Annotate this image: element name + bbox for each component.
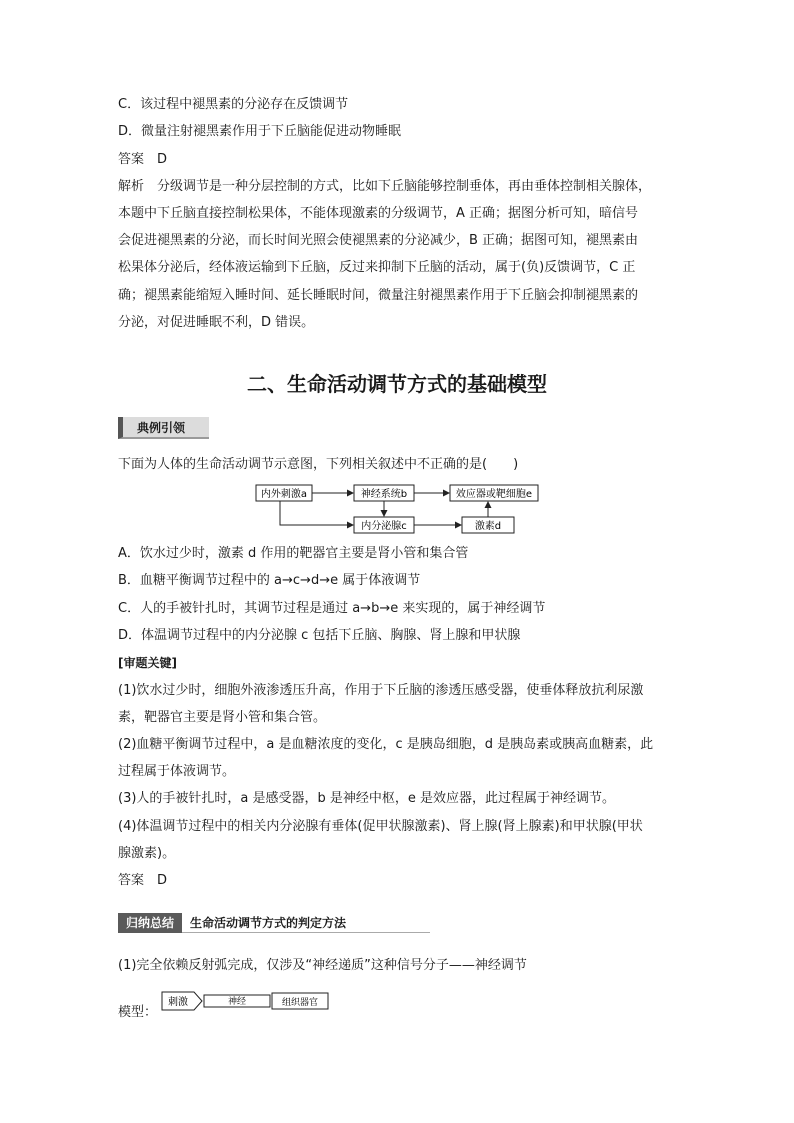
model-organ-label: 组织器官 [281,998,319,1008]
method-1: (1)完全依赖反射弧完成，仅涉及“神经递质”这种信号分子——神经调节 [118,958,527,973]
example-tag [118,417,209,439]
example-tag-label: 典例引领 [137,421,186,435]
analysis-line: 本题中下丘脑直接控制松果体，不能体现激素的分级调节，A 正确；据图分析可知，暗信号 [118,206,639,221]
model-nerve-label: 神经 [227,997,247,1007]
key-point-line: (2)血糖平衡调节过程中，a 是血糖浓度的变化，c 是胰岛细胞，d 是胰岛素或胰高血糖素，此 [118,737,654,752]
box-hormone-label: 激素d [474,521,502,532]
box-nervous-system-label: 神经系统b [360,489,408,500]
analysis-line: 分泌，对促进睡眠不利，D 错误。 [118,315,315,330]
key-point-line: 腺激素)。 [118,846,176,861]
key-point-line: (4)体温调节过程中的相关内分泌腺有垂体(促甲状腺激素)、肾上腺(肾上腺素)和甲状腺(甲状 [118,819,643,834]
box-stimulus-label: 内外刺激a [260,489,308,500]
key-point-line: (3)人的手被针扎时，a 是感受器，b 是神经中枢，e 是效应器，此过程属于神经调节。 [118,791,616,806]
key-points-title: [审题关键] [118,656,177,670]
analysis-line: 确；褪黑素能缩短入睡时间、延长睡眠时间，微量注射褪黑素作用于下丘脑会抑制褪黑素的 [118,288,639,303]
summary-tag: 归纳总结 [118,913,182,933]
model-label: 模型： [118,1005,158,1020]
summary-header [118,913,430,933]
answer-label: 答案 D [118,873,168,888]
analysis-line: 解析 分级调节是一种分层控制的方式，比如下丘脑能够控制垂体，再由垂体控制相关腺体， [118,179,652,194]
answer-label: 答案 D [118,152,168,167]
question-stem: 下面为人体的生命活动调节示意图，下列相关叙述中不正确的是( ) [118,457,519,472]
key-point-line: (1)饮水过少时，细胞外液渗透压升高，作用于下丘脑的渗透压感受器，使垂体释放抗利尿激 [118,683,644,698]
summary-rule [182,932,430,933]
option-c: C．该过程中褪黑素的分泌存在反馈调节 [118,97,349,112]
box-endocrine-label: 内分泌腺c [361,521,407,532]
option-d: D．微量注射褪黑素作用于下丘脑能促进动物睡眠 [118,124,402,139]
key-point-line: 过程属于体液调节。 [118,764,236,779]
option-a: A．饮水过少时，激素 d 作用的靶器官主要是肾小管和集合管 [118,546,469,561]
model-stimulus-label: 刺激 [168,997,188,1008]
arrow-a-c [280,501,353,525]
box-effector-label: 效应器或靶细胞e [455,489,533,500]
option-b: B．血糖平衡调节过程中的 a→c→d→e 属于体液调节 [118,573,421,588]
section-title: 二、生命活动调节方式的基础模型 [247,372,547,396]
analysis-line: 会促进褪黑素的分泌，而长时间光照会使褪黑素的分泌减少，B 正确；据图可知，褪黑素由 [118,233,639,248]
analysis-line: 松果体分泌后，经体液运输到下丘脑，反过来抑制下丘脑的活动，属于(负)反馈调节，C 正 [118,260,636,275]
nerve-model-diagram [160,990,332,1012]
regulation-diagram [254,483,544,535]
option-d: D．体温调节过程中的内分泌腺 c 包括下丘脑、胸腺、肾上腺和甲状腺 [118,628,521,643]
summary-title: 生命活动调节方式的判定方法 [190,916,347,930]
option-c: C．人的手被针扎时，其调节过程是通过 a→b→e 来实现的，属于神经调节 [118,601,546,616]
key-point-line: 素，靶器官主要是肾小管和集合管。 [118,710,327,725]
